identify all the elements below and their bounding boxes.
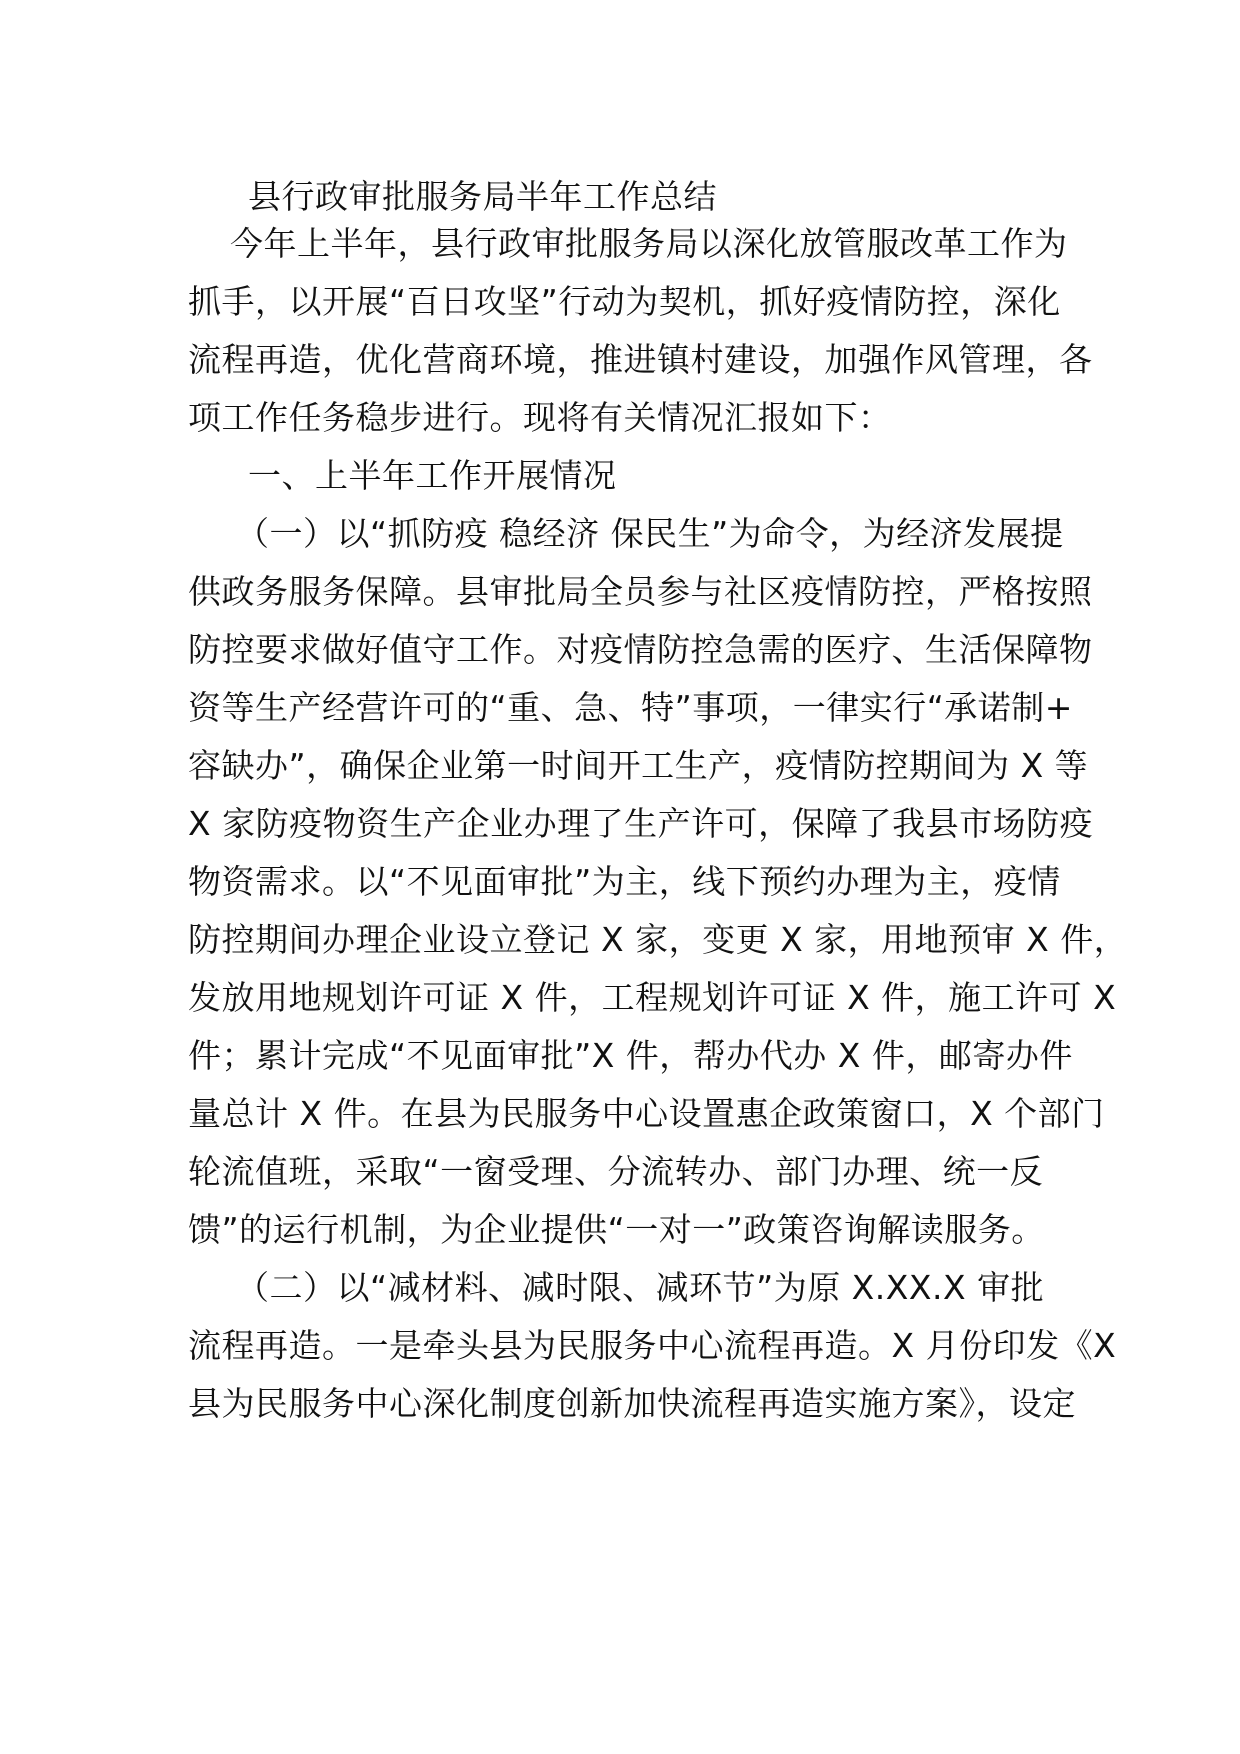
paragraph-line: 件；累计完成“不见面审批”X 件，帮办代办 X 件，邮寄办件: [188, 1036, 1073, 1075]
paragraph-line: 流程再造。一是牵头县为民服务中心流程再造。X 月份印发《X: [188, 1326, 1117, 1365]
paragraph-line: 县为民服务中心深化制度创新加快流程再造实施方案》，设定: [188, 1384, 1076, 1423]
paragraph-line: 今年上半年，县行政审批服务局以深化放管服改革工作为: [230, 224, 1068, 263]
paragraph-line: X 家防疫物资生产企业办理了生产许可，保障了我县市场防疫: [188, 804, 1094, 843]
paragraph-line: 发放用地规划许可证 X 件，工程规划许可证 X 件，施工许可 X: [188, 978, 1117, 1017]
paragraph-line: 流程再造，优化营商环境，推进镇村建设，加强作风管理，各: [188, 340, 1093, 379]
paragraph-line: 项工作任务稳步进行。现将有关情况汇报如下：: [188, 398, 892, 437]
paragraph-line: 资等生产经营许可的“重、急、特”事项，一律实行“承诺制+: [188, 688, 1073, 727]
document-title: 县行政审批服务局半年工作总结: [248, 177, 717, 216]
paragraph-line: 馈”的运行机制，为企业提供“一对一”政策咨询解读服务。: [188, 1210, 1045, 1249]
subsection-heading-line: （二）以“减材料、减时限、减环节”为原 X.XX.X 审批: [236, 1268, 1045, 1307]
paragraph-line: 轮流值班，采取“一窗受理、分流转办、部门办理、统一反: [188, 1152, 1044, 1191]
paragraph-line: 量总计 X 件。在县为民服务中心设置惠企政策窗口，X 个部门: [188, 1094, 1105, 1133]
paragraph-line: 防控要求做好值守工作。对疫情防控急需的医疗、生活保障物: [188, 630, 1093, 669]
paragraph-line: 供政务服务保障。县审批局全员参与社区疫情防控，严格按照: [188, 572, 1093, 611]
paragraph-line: 物资需求。以“不见面审批”为主，线下预约办理为主，疫情: [188, 862, 1061, 901]
paragraph-line: 防控期间办理企业设立登记 X 家，变更 X 家，用地预审 X 件，: [188, 920, 1128, 959]
paragraph-line: 抓手，以开展“百日攻坚”行动为契机，抓好疫情防控，深化: [188, 282, 1061, 321]
subsection-heading-line: （一）以“抓防疫 稳经济 保民生”为命令，为经济发展提: [236, 514, 1064, 553]
section-heading: 一、上半年工作开展情况: [248, 456, 617, 495]
paragraph-line: 容缺办”，确保企业第一时间开工生产，疫情防控期间为 X 等: [188, 746, 1089, 785]
